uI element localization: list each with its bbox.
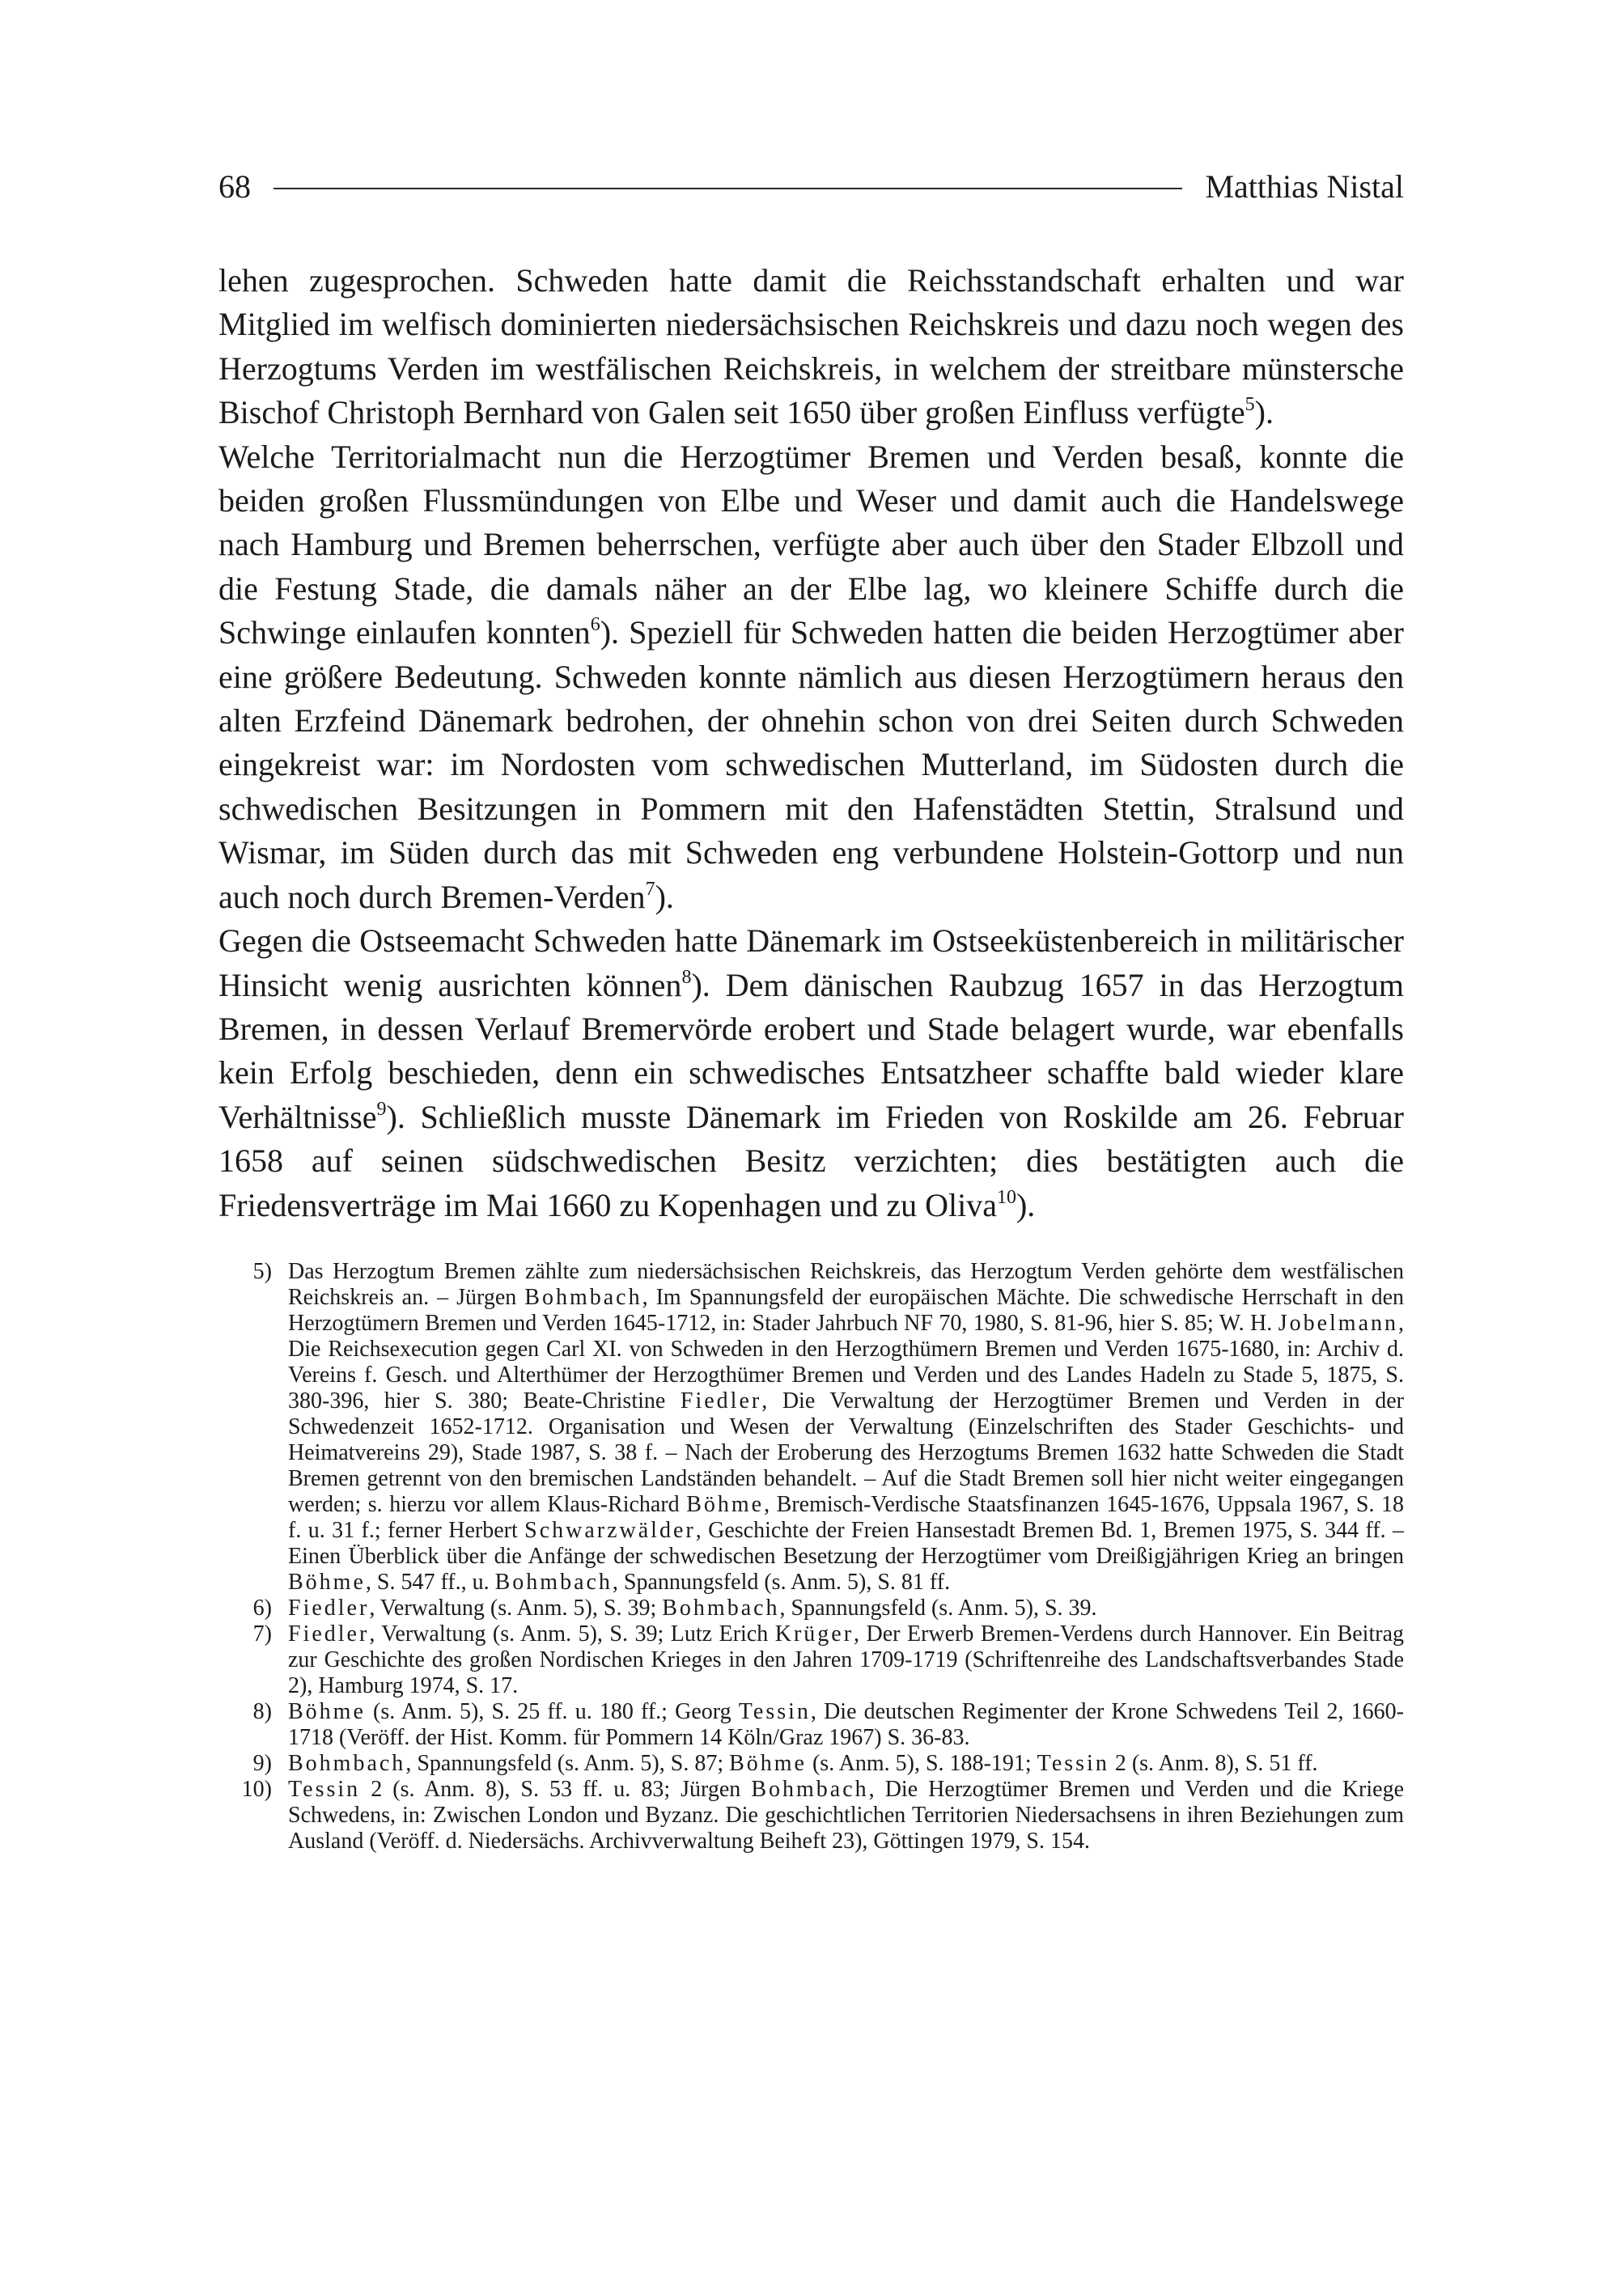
paragraph-1: lehen zugesprochen. Schweden hatte damit die Reichsstandschaft erhalten und war Mitglied im welfisch dominierten niedersächsischen Reichskreis und dazu noch wegen des Herzogtums Verden im westfälischen Reichskreis, in welchem der streitbare münstersche Bischof Christoph Bernhard von Galen seit 1650 über großen Einfluss verfügte$^5$). [218,262,1404,431]
running-header [218,162,1404,210]
footnote-5 [218,1259,1404,1596]
footnote-ref-6[interactable]: 6 [590,614,600,636]
running-head-author: Matthias Nistal [1205,167,1404,205]
footnote-text: Böhme (s. Anm. 5), S. 25 ff. u. 180 ff.; Georg Tessin, Die deutschen Regimenter der Krone Schwedens Teil 2, 1660-1718 (Veröff. der Hist. Komm. für Pommern 14 Köln/Graz 1967) S. 36-83. [288,1699,1404,1750]
paragraph-2: Welche Territorialmacht nun die Herzogtümer Bremen und Verden besaß, konnte die beiden großen Flussmündungen von Elbe und Weser und damit auch die Handelswege nach Hamburg und Bremen beherrschen, verfügte aber auch über den Stader Elbzoll und die Festung Stade, die damals näher an der Elbe lag, wo kleinere Schiffe durch die Schwinge einlaufen konnten$^6$). Speziell für Schweden hatten die beiden Herzogtümer aber eine größere Bedeutung. Schweden konnte nämlich aus diesen Herzogtümern heraus den alten Erzfeind Dänemark bedrohen, der ohnehin schon von drei Seiten durch Schweden eingekreist war: im Nordosten vom schwedischen Mutterland, im Südosten durch die schwedischen Besitzungen in Pommern mit den Hafenstädten Stettin, Stralsund und Wismar, im Süden durch das mit Schweden eng verbundene Holstein-Gottorp und nun auch noch durch Bremen-Verden$^7$). [218,438,1404,915]
footnote-number: 7) [252,1621,272,1647]
footnote-number: 6) [252,1596,272,1621]
footnote-9 [218,1751,1404,1777]
paragraph-3: Gegen die Ostseemacht Schweden hatte Dänemark im Ostseeküstenbereich in militärischer Hinsicht wenig ausrichten können$^8$). Dem dänischen Raubzug 1657 in das Herzogtum Bremen, in dessen Verlauf Bremervörde erobert und Stade belagert wurde, war ebenfalls kein Erfolg beschieden, denn ein schwedisches Entsatzheer schaffte bald wieder klare Verhältnisse$^9$). Schließlich musste Dänemark im Frieden von Roskilde am 26. Februar 1658 auf seinen südschwedischen Besitz verzichten; dies bestätigten auch die Friedensverträge im Mai 1660 zu Kopenhagen und zu Oliva$^{10}$). [218,922,1405,1223]
footnote-text: Das Herzogtum Bremen zählte zum niedersächsischen Reichskreis, das Herzogtum Verden gehörte dem westfälischen Reichskreis an. – Jürgen Bohmbach, Im Spannungsfeld der europäischen Mächte. Die schwedische Herrschaft in den Herzogtümern Bremen und Verden 1645-1712, in: Stader Jahrbuch NF 70, 1980, S. 81-96, hier S. 85; W. H. Jobelmann, Die Reichsexecution gegen Carl XI. von Schweden in den Herzogthümern Bremen und Verden 1675-1680, in: Archiv d. Vereins f. Gesch. und Alterthümer der Herzogthümer Bremen und Verden und des Landes Hadeln zu Stade 5, 1875, S. 380-396, hier S. 380; Beate-Christine Fiedler, Die Verwaltung der Herzogtümer Bremen und Verden in der Schwedenzeit 1652-1712. Organisation und Wesen der Verwaltung (Einzelschriften des Stader Geschichts- und Heimatvereins 29), Stade 1987, S. 38 f. – Nach der Eroberung des Herzogtums Bremen 1632 hatte Schweden die Stadt Bremen getrennt von den bremischen Landständen behandelt. – Auf die Stadt Bremen soll hier nicht weiter eingegangen werden; s. hierzu vor allem Klaus-Richard Böhme, Bremisch-Verdische Staatsfinanzen 1645-1676, Uppsala 1967, S. 18 f. u. 31 f.; ferner Herbert Schwarzwälder, Geschichte der Freien Hansestadt Bremen Bd. 1, Bremen 1975, S. 344 ff. – Einen Überblick über die Anfänge der schwedischen Besetzung der Herzogtümer vom Dreißigjährigen Krieg an bringen Böhme, S. 547 ff., u. Bohmbach, Spannungsfeld (s. Anm. 5), S. 81 ff. [288,1259,1405,1595]
footnote-text: Fiedler, Verwaltung (s. Anm. 5), S. 39; Bohmbach, Spannungsfeld (s. Anm. 5), S. 39. [288,1596,1097,1621]
footnote-ref-9[interactable]: 9 [376,1098,387,1120]
footnote-number: 9) [252,1751,272,1776]
footnote-ref-8[interactable]: 8 [681,966,692,988]
footnote-ref-5[interactable]: 5 [1245,394,1255,416]
footnote-ref-7[interactable]: 7 [645,878,655,900]
footnote-8 [218,1699,1404,1751]
footnote-10 [218,1777,1404,1854]
footnote-number: 8) [252,1699,272,1724]
footnotes [218,1259,1404,1854]
footnote-number: 5) [252,1259,272,1284]
footnote-text: Bohmbach, Spannungsfeld (s. Anm. 5), S. 87; Böhme (s. Anm. 5), S. 188-191; Tessin 2 (s. Anm. 8), S. 51 ff. [288,1751,1318,1776]
footnote-7 [218,1621,1404,1699]
main-text [218,259,1404,1227]
page-number: 68 [218,167,251,205]
footnote-text: Fiedler, Verwaltung (s. Anm. 5), S. 39; Lutz Erich Krüger, Der Erwerb Bremen-Verdens durch Hannover. Ein Beitrag zur Geschichte des großen Nordischen Krieges in den Jahren 1709-1719 (Schriftenreihe des Landschaftsverbandes Stade 2), Hamburg 1974, S. 17. [288,1621,1404,1698]
footnote-number: 10) [241,1777,272,1802]
footnote-ref-10[interactable]: 10 [996,1186,1016,1208]
footnote-text: Tessin 2 (s. Anm. 8), S. 53 ff. u. 83; Jürgen Bohmbach, Die Herzogtümer Bremen und Verden und die Kriege Schwedens, in: Zwischen London und Byzanz. Die geschichtlichen Territorien Niedersachsens in ihren Beziehungen zum Ausland (Veröff. d. Niedersächs. Archivverwaltung Beiheft 23), Göttingen 1979, S. 154. [288,1777,1405,1854]
footnote-6 [218,1596,1404,1621]
header-rule [273,188,1182,189]
